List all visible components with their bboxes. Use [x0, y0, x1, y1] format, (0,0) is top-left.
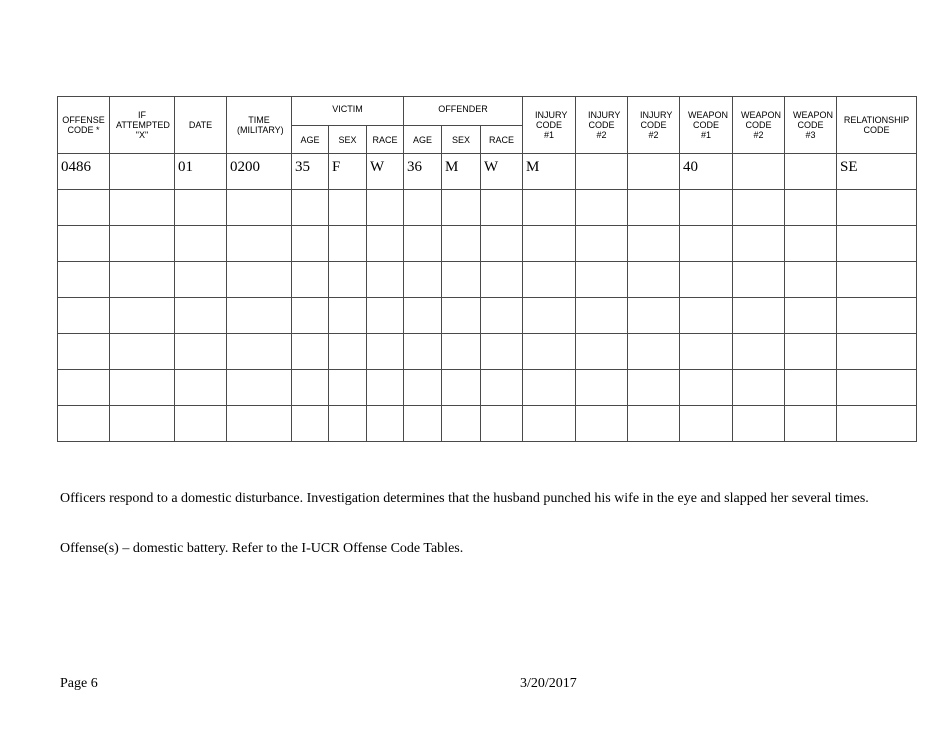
- table-cell[interactable]: [576, 298, 628, 334]
- table-cell[interactable]: [227, 298, 292, 334]
- table-cell[interactable]: [404, 298, 442, 334]
- table-cell[interactable]: [576, 154, 628, 190]
- table-cell[interactable]: [110, 190, 175, 226]
- table-cell[interactable]: [329, 190, 367, 226]
- header-victim-age: AGE: [292, 126, 329, 154]
- table-cell[interactable]: [404, 262, 442, 298]
- table-cell[interactable]: [733, 370, 785, 406]
- table-cell[interactable]: [227, 190, 292, 226]
- table-cell[interactable]: [576, 226, 628, 262]
- table-cell[interactable]: [175, 298, 227, 334]
- table-cell[interactable]: [785, 226, 837, 262]
- table-cell[interactable]: [110, 370, 175, 406]
- table-row: [58, 406, 917, 442]
- table-cell[interactable]: [837, 226, 917, 262]
- table-cell[interactable]: [523, 406, 576, 442]
- table-cell[interactable]: [785, 370, 837, 406]
- header-weapon-code-3: WEAPON CODE #3: [785, 97, 837, 154]
- table-cell[interactable]: [175, 370, 227, 406]
- table-cell[interactable]: 01: [175, 154, 227, 190]
- table-cell[interactable]: [733, 190, 785, 226]
- header-if-attempted: IF ATTEMPTED "X": [110, 97, 175, 154]
- header-time: TIME (MILITARY): [227, 97, 292, 154]
- table-cell[interactable]: [680, 334, 733, 370]
- table-cell[interactable]: [680, 370, 733, 406]
- table-cell[interactable]: [329, 406, 367, 442]
- table-cell[interactable]: 40: [680, 154, 733, 190]
- header-offense-code: OFFENSE CODE *: [58, 97, 110, 154]
- table-cell[interactable]: [733, 226, 785, 262]
- header-weapon-code-1: WEAPON CODE #1: [680, 97, 733, 154]
- table-cell[interactable]: [785, 190, 837, 226]
- table-cell[interactable]: [837, 334, 917, 370]
- header-date: DATE: [175, 97, 227, 154]
- table-row: [58, 370, 917, 406]
- table-cell[interactable]: [58, 334, 110, 370]
- table-cell[interactable]: [404, 370, 442, 406]
- table-cell[interactable]: [837, 298, 917, 334]
- table-cell[interactable]: [292, 370, 329, 406]
- table-cell[interactable]: [367, 226, 404, 262]
- table-cell[interactable]: [367, 334, 404, 370]
- table-cell[interactable]: [481, 226, 523, 262]
- table-cell[interactable]: [175, 406, 227, 442]
- table-cell[interactable]: [175, 190, 227, 226]
- table-cell[interactable]: [837, 262, 917, 298]
- table-row: [58, 190, 917, 226]
- table-cell[interactable]: [292, 190, 329, 226]
- table-cell[interactable]: [58, 370, 110, 406]
- table-cell[interactable]: M: [442, 154, 481, 190]
- table-cell[interactable]: [576, 370, 628, 406]
- header-offender-sex: SEX: [442, 126, 481, 154]
- table-cell[interactable]: [576, 406, 628, 442]
- table-cell[interactable]: [628, 154, 680, 190]
- header-relationship-code: RELATIONSHIP CODE: [837, 97, 917, 154]
- table-cell[interactable]: 35: [292, 154, 329, 190]
- table-cell[interactable]: [481, 262, 523, 298]
- table-cell[interactable]: [110, 406, 175, 442]
- table-cell[interactable]: [837, 190, 917, 226]
- scenario-paragraph: Officers respond to a domestic disturbance. Investigation determines that the husband punched his wife in the eye and slapped her several times.: [60, 491, 869, 506]
- table-row: [58, 226, 917, 262]
- table-cell[interactable]: [680, 298, 733, 334]
- table-cell[interactable]: [292, 334, 329, 370]
- header-offender: OFFENDER: [404, 97, 523, 126]
- table-cell[interactable]: [628, 190, 680, 226]
- table-cell[interactable]: [523, 226, 576, 262]
- table-row: [58, 262, 917, 298]
- table-cell[interactable]: [329, 226, 367, 262]
- table-cell[interactable]: [227, 406, 292, 442]
- table-cell[interactable]: [576, 334, 628, 370]
- table-cell[interactable]: [292, 298, 329, 334]
- table-cell[interactable]: [404, 226, 442, 262]
- table-cell[interactable]: [58, 226, 110, 262]
- table-cell[interactable]: M: [523, 154, 576, 190]
- table-cell[interactable]: [523, 334, 576, 370]
- table-cell[interactable]: [110, 154, 175, 190]
- table-cell[interactable]: [523, 262, 576, 298]
- table-cell[interactable]: [785, 406, 837, 442]
- table-cell[interactable]: [442, 262, 481, 298]
- table-cell[interactable]: [680, 226, 733, 262]
- table-cell[interactable]: [110, 226, 175, 262]
- table-cell[interactable]: [58, 406, 110, 442]
- table-cell[interactable]: [628, 226, 680, 262]
- table-cell[interactable]: [628, 262, 680, 298]
- table-cell[interactable]: [733, 298, 785, 334]
- offenses-paragraph: Offense(s) – domestic battery. Refer to the I-UCR Offense Code Tables.: [60, 541, 464, 556]
- table-cell[interactable]: [628, 370, 680, 406]
- table-cell[interactable]: [329, 262, 367, 298]
- table-cell[interactable]: [367, 370, 404, 406]
- table-cell[interactable]: [227, 334, 292, 370]
- table-cell[interactable]: [837, 370, 917, 406]
- header-victim-race: RACE: [367, 126, 404, 154]
- table-cell[interactable]: [785, 262, 837, 298]
- header-weapon-code-2: WEAPON CODE #2: [733, 97, 785, 154]
- header-victim-sex: SEX: [329, 126, 367, 154]
- table-cell[interactable]: [576, 190, 628, 226]
- table-cell[interactable]: 0486: [58, 154, 110, 190]
- table-cell[interactable]: [329, 370, 367, 406]
- table-cell[interactable]: [110, 334, 175, 370]
- table-cell[interactable]: [227, 370, 292, 406]
- table-cell[interactable]: [733, 262, 785, 298]
- table-cell[interactable]: [292, 262, 329, 298]
- table-cell[interactable]: [523, 370, 576, 406]
- table-cell[interactable]: W: [367, 154, 404, 190]
- table-cell[interactable]: [576, 262, 628, 298]
- table-cell[interactable]: [481, 298, 523, 334]
- table-cell[interactable]: [292, 226, 329, 262]
- table-cell[interactable]: [442, 226, 481, 262]
- header-injury-code-2: INJURY CODE #2: [576, 97, 628, 154]
- table-cell[interactable]: [329, 298, 367, 334]
- table-cell[interactable]: [628, 334, 680, 370]
- table-cell[interactable]: [367, 262, 404, 298]
- offense-form-table: [57, 96, 917, 442]
- table-cell[interactable]: [442, 298, 481, 334]
- table-cell[interactable]: [110, 262, 175, 298]
- table-cell[interactable]: [680, 262, 733, 298]
- header-offender-age: AGE: [404, 126, 442, 154]
- table-cell[interactable]: [367, 190, 404, 226]
- table-cell[interactable]: [785, 154, 837, 190]
- table-cell[interactable]: [227, 226, 292, 262]
- table-cell[interactable]: [367, 298, 404, 334]
- table-cell[interactable]: [175, 226, 227, 262]
- table-cell[interactable]: [733, 334, 785, 370]
- table-cell[interactable]: 0200: [227, 154, 292, 190]
- table-row: [58, 298, 917, 334]
- table-cell[interactable]: [58, 262, 110, 298]
- table-cell[interactable]: [442, 370, 481, 406]
- table-cell[interactable]: [481, 406, 523, 442]
- header-injury-code-3: INJURY CODE #2: [628, 97, 680, 154]
- table-cell[interactable]: [404, 406, 442, 442]
- table-row: [58, 334, 917, 370]
- table-cell[interactable]: [628, 406, 680, 442]
- table-cell[interactable]: [110, 298, 175, 334]
- page-number: Page 6: [60, 676, 98, 691]
- table-cell[interactable]: [523, 298, 576, 334]
- table-cell[interactable]: [442, 190, 481, 226]
- table-cell[interactable]: [404, 334, 442, 370]
- table-cell[interactable]: [680, 406, 733, 442]
- table-cell[interactable]: [227, 262, 292, 298]
- footer-date: 3/20/2017: [520, 676, 577, 691]
- table-cell[interactable]: [481, 334, 523, 370]
- table-cell[interactable]: SE: [837, 154, 917, 190]
- table-cell[interactable]: [523, 190, 576, 226]
- table-cell[interactable]: [785, 298, 837, 334]
- header-injury-code-1: INJURY CODE #1: [523, 97, 576, 154]
- table-cell[interactable]: [175, 334, 227, 370]
- table-cell[interactable]: [837, 406, 917, 442]
- table-cell[interactable]: 36: [404, 154, 442, 190]
- table-cell[interactable]: [292, 406, 329, 442]
- header-victim: VICTIM: [292, 97, 404, 126]
- table-cell[interactable]: [175, 262, 227, 298]
- table-cell[interactable]: [680, 190, 733, 226]
- header-offender-race: RACE: [481, 126, 523, 154]
- table-row: [58, 154, 917, 190]
- table-cell[interactable]: [628, 298, 680, 334]
- table-cell[interactable]: [58, 190, 110, 226]
- table-cell[interactable]: [481, 190, 523, 226]
- table-cell[interactable]: [785, 334, 837, 370]
- table-cell[interactable]: [329, 334, 367, 370]
- table-cell[interactable]: [404, 190, 442, 226]
- table-cell[interactable]: [481, 370, 523, 406]
- table-cell[interactable]: F: [329, 154, 367, 190]
- table-cell[interactable]: [367, 406, 404, 442]
- table-cell[interactable]: [442, 334, 481, 370]
- table-cell[interactable]: W: [481, 154, 523, 190]
- table-cell[interactable]: [733, 406, 785, 442]
- table-cell[interactable]: [58, 298, 110, 334]
- table-cell[interactable]: [442, 406, 481, 442]
- table-cell[interactable]: [733, 154, 785, 190]
